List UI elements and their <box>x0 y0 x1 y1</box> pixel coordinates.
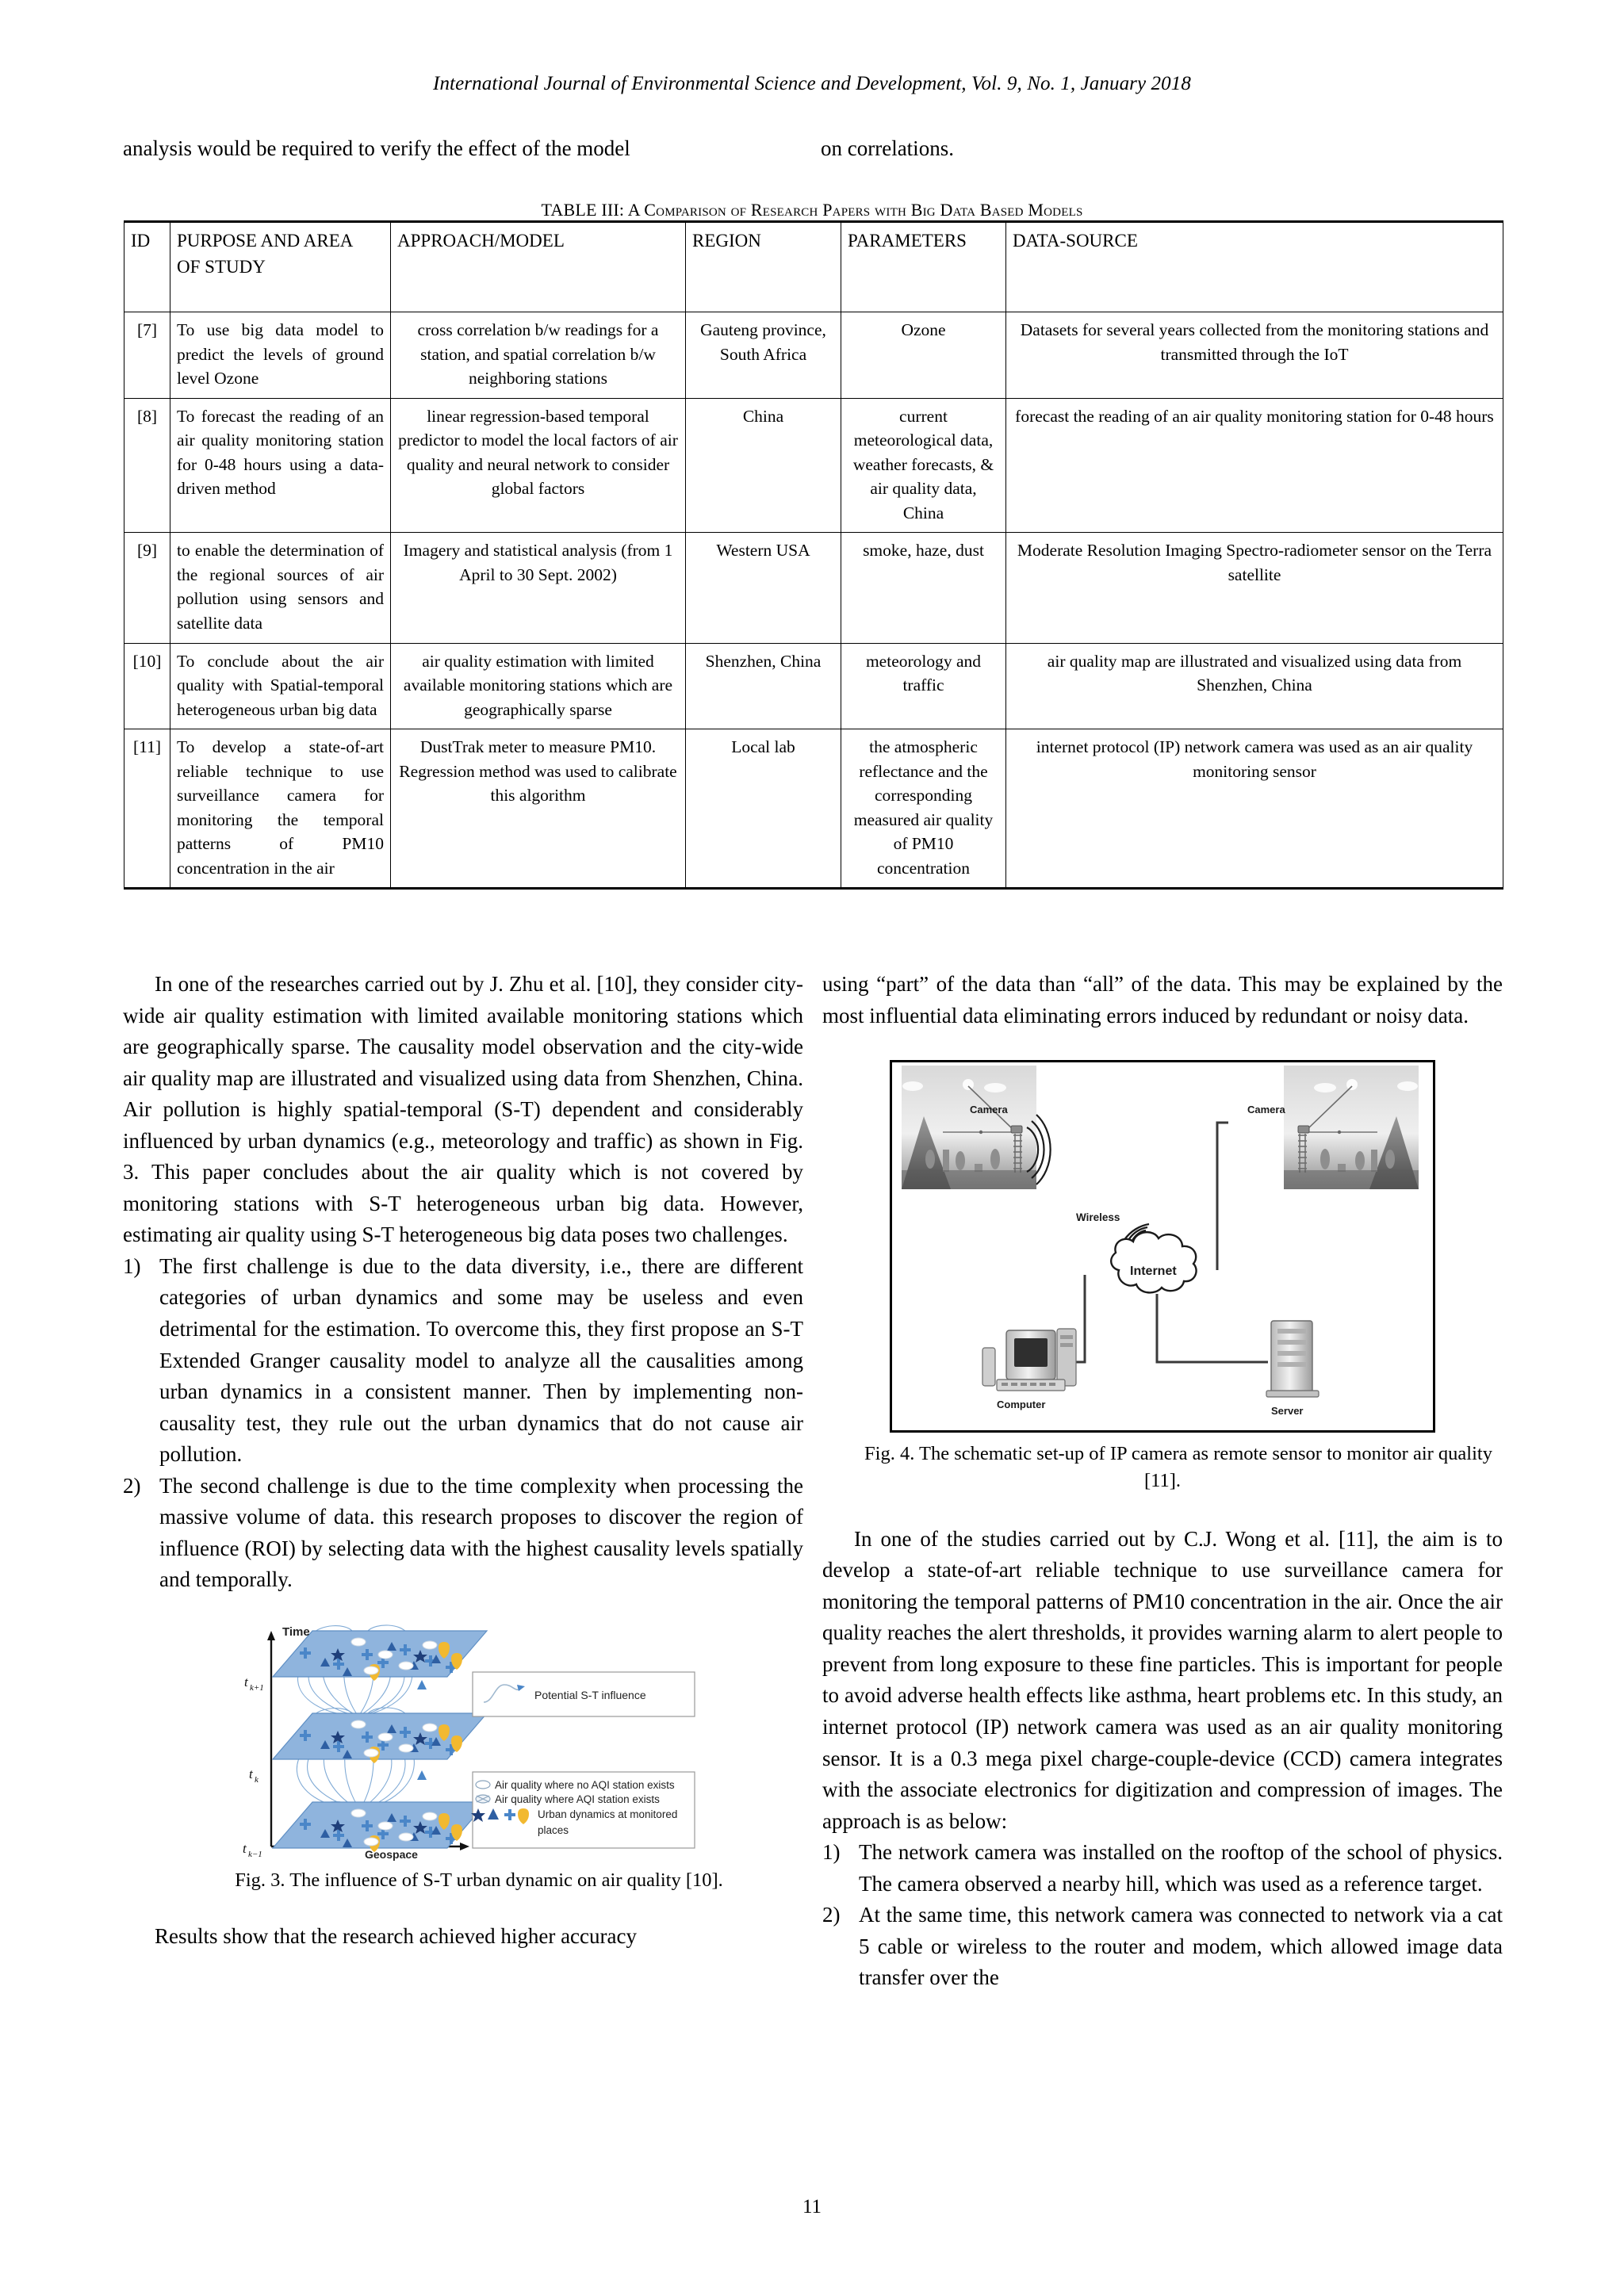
right-paragraph-2: In one of the studies carried out by C.J. Wong et al. [11], the aim is to develop a state-of-art reliable technique to use surveillance camera for monitoring the temporal patterns of PM10 concentration in the air. Once the air quality reaches the alert thresholds, it provides warning alarm to alert people to prevent from long exposure to these fine particles. This is important for people to avoid adverse health effects like asthma, heart problems etc. In this study, an internet protocol (IP) network camera was used as an air quality monitoring sensor. It is a 0.3 mega pixel charge-couple-device (CCD) camera integrates with the associate electronics for digitization and compression of images. The approach is as below: <box>822 1526 1503 1833</box>
col-header-region: REGION <box>686 222 841 312</box>
figure-3-tick-tk-1: t <box>243 1840 247 1856</box>
svg-text:k+1: k+1 <box>250 1682 264 1693</box>
cell-approach: cross correlation b/w readings for a station, and spatial correlation b/w neighboring stations <box>391 312 686 399</box>
cell-parameters: Ozone <box>841 312 1006 399</box>
cell-purpose: to enable the determination of the regional sources of air pollution using sensors and satellite data <box>170 533 391 643</box>
figure-4-label-camera-right: Camera <box>1247 1104 1285 1116</box>
cell-data-source: internet protocol (IP) network camera was used as an air quality monitoring sensor <box>1006 729 1503 889</box>
cell-id: [9] <box>124 533 170 643</box>
figure-4-caption: Fig. 4. The schematic set-up of IP camera as remote sensor to monitor air quality [11]. <box>864 1443 1492 1492</box>
figure-3-graphic <box>225 1623 701 1861</box>
table-header-row <box>124 222 1503 312</box>
body-column-right <box>822 969 1503 1994</box>
left-paragraph-1: In one of the researches carried out by J. Zhu et al. [10], they consider city-wide air quality estimation with limited available monitoring stations which are geographically sparse. The causality model observation and the city-wide air quality map are illustrated and visualized using data from Shenzhen, China. Air pollution is highly spatial-temporal (S-T) dependent and considerably influenced by urban dynamics (e.g., meteorology and traffic) as shown in Fig. 3. This paper concludes about the air quality which is not covered by monitoring stations with S-T heterogeneous urban big data. However, estimating air quality using S-T heterogeneous big data poses two challenges. <box>123 972 803 1247</box>
cell-data-source: forecast the reading of an air quality monitoring station for 0-48 hours <box>1006 398 1503 533</box>
cell-approach: DustTrak meter to measure PM10. Regression method was used to calibrate this algorithm <box>391 729 686 889</box>
figure-3-caption: Fig. 3. The influence of S-T urban dynamic on air quality [10]. <box>235 1869 723 1891</box>
right-paragraph-1: using “part” of the data than “all” of the data. This may be explained by the most influential data eliminating errors induced by redundant or noisy data. <box>822 972 1503 1027</box>
col-header-purpose-line2: OF STUDY <box>177 256 266 277</box>
col-header-purpose <box>170 222 391 312</box>
list-item <box>822 1837 1503 1900</box>
list-item-number: 2) <box>822 1903 841 1927</box>
cell-id: [11] <box>124 729 170 889</box>
list-item-number: 1) <box>822 1840 841 1865</box>
left-numbered-list <box>123 1251 803 1596</box>
cell-purpose: To use big data model to predict the levels of ground level Ozone <box>170 312 391 399</box>
list-item-number: 1) <box>123 1253 141 1278</box>
list-item-text: The first challenge is due to the data diversity, i.e., there are different categories of urban dynamics and some may be useless and even detrimental for the estimation. To overcome this, they first propose an S-T Extended Granger causality model to analyze all the causalities among urban dynamics in a consistent manner. Then by implementing non-causality test, they rule out the urban dynamics that do not cause air pollution. <box>159 1253 803 1467</box>
cell-parameters: smoke, haze, dust <box>841 533 1006 643</box>
cell-data-source: air quality map are illustrated and visualized using data from Shenzhen, China <box>1006 643 1503 729</box>
figure-3-legend-influence <box>473 1672 695 1716</box>
table-row <box>124 312 1503 399</box>
cell-approach: linear regression-based temporal predictor to model the local factors of air quality and neural network to consider global factors <box>391 398 686 533</box>
list-item-text: At the same time, this network camera was connected to network via a cat 5 cable or wireless to the router and modem, which allowed image data transfer over the <box>859 1903 1503 1990</box>
cell-id: [8] <box>124 398 170 533</box>
figure-4-label-server: Server <box>1271 1405 1304 1418</box>
internet-cloud-icon <box>1111 1232 1196 1292</box>
table-row <box>124 398 1503 533</box>
comparison-table <box>124 220 1503 890</box>
svg-text:k−1: k−1 <box>248 1849 262 1859</box>
figure-4-label-camera-left: Camera <box>970 1104 1008 1116</box>
col-header-id: ID <box>124 222 170 312</box>
cell-parameters: the atmospheric reflectance and the corresponding measured air quality of PM10 concentration <box>841 729 1006 889</box>
cell-data-source: Datasets for several years collected from the monitoring stations and transmitted through the IoT <box>1006 312 1503 399</box>
figure-4-left-camera-scene <box>902 1066 1036 1189</box>
table-row <box>124 533 1503 643</box>
figure-3-tick-tk1: t <box>244 1674 248 1689</box>
cell-purpose: To forecast the reading of an air quality monitoring station for 0-48 hours using a data-driven method <box>170 398 391 533</box>
cell-region: China <box>686 398 841 533</box>
svg-text:Urban dynamics at monitored: Urban dynamics at monitored <box>538 1808 678 1820</box>
table-caption: TABLE III: A Comparison of Research Papers with Big Data Based Models <box>541 200 1083 220</box>
intro-line <box>123 136 1503 161</box>
intro-fragment-right: on correlations. <box>821 136 954 160</box>
cell-region: Western USA <box>686 533 841 643</box>
figure-3 <box>225 1623 701 1861</box>
figure-3-time-axis-label: Time <box>282 1624 310 1639</box>
cell-parameters: meteorology and traffic <box>841 643 1006 729</box>
cell-purpose: To develop a state-of-art reliable technique to use surveillance camera for monitoring the temporal patterns of PM10 concentration in the air <box>170 729 391 889</box>
page-number: 11 <box>802 2196 822 2218</box>
table-head <box>124 222 1503 312</box>
svg-text:k: k <box>255 1774 259 1785</box>
svg-text:Potential S-T influence: Potential S-T influence <box>534 1688 646 1701</box>
server-icon <box>1266 1321 1319 1417</box>
svg-text:places: places <box>538 1823 569 1836</box>
cell-purpose: To conclude about the air quality with Spatial-temporal heterogeneous urban big data <box>170 643 391 729</box>
computer-icon <box>982 1329 1076 1410</box>
svg-text:Air quality where AQI station: Air quality where AQI station exists <box>495 1793 660 1805</box>
list-item <box>822 1900 1503 1994</box>
cell-parameters: current meteorological data, weather forecasts, & air quality data, China <box>841 398 1006 533</box>
list-item <box>123 1471 803 1596</box>
running-head: International Journal of Environmental Science and Development, Vol. 9, No. 1, January 2018 <box>433 73 1191 94</box>
figure-4 <box>890 1060 1435 1433</box>
cell-region: Gauteng province, South Africa <box>686 312 841 399</box>
cell-region: Shenzhen, China <box>686 643 841 729</box>
cell-id: [7] <box>124 312 170 399</box>
table-row <box>124 643 1503 729</box>
svg-text:Air quality where no AQI stati: Air quality where no AQI station exists <box>495 1778 675 1791</box>
figure-4-label-internet: Internet <box>1130 1265 1177 1279</box>
figure-3-legend-markers <box>471 1772 695 1848</box>
cell-id: [10] <box>124 643 170 729</box>
list-item-text: The second challenge is due to the time complexity when processing the massive volume of data. this research proposes to discover the region of influence (ROI) by selecting data with the highest causality levels spatially and temporally. <box>159 1473 803 1592</box>
list-item-number: 2) <box>123 1473 141 1498</box>
figure-4-label-computer: Computer <box>997 1399 1046 1411</box>
right-numbered-list <box>822 1837 1503 1994</box>
figure-4-graphic <box>892 1062 1433 1430</box>
body-column-left <box>123 969 803 1953</box>
list-item-text: The network camera was installed on the rooftop of the school of physics. The camera observed a nearby hill, which was used as a reference target. <box>859 1840 1503 1896</box>
col-header-parameters: PARAMETERS <box>841 222 1006 312</box>
cell-data-source: Moderate Resolution Imaging Spectro-radiometer sensor on the Terra satellite <box>1006 533 1503 643</box>
list-item <box>123 1251 803 1471</box>
cell-approach: air quality estimation with limited available monitoring stations which are geographically sparse <box>391 643 686 729</box>
intro-fragment-left: analysis would be required to verify the effect of the model <box>123 136 630 160</box>
figure-4-label-wireless: Wireless <box>1076 1211 1120 1224</box>
cell-region: Local lab <box>686 729 841 889</box>
table-body <box>124 312 1503 889</box>
col-header-purpose-line1: PURPOSE AND AREA <box>177 231 354 251</box>
col-header-approach: APPROACH/MODEL <box>391 222 686 312</box>
figure-3-tick-tk: t <box>249 1766 253 1781</box>
col-header-data-source: DATA-SOURCE <box>1006 222 1503 312</box>
figure-4-right-camera-scene <box>1284 1066 1419 1189</box>
figure-3-geospace-axis-label: Geospace <box>365 1847 418 1861</box>
table-row <box>124 729 1503 889</box>
left-paragraph-after-figure: Results show that the research achieved higher accuracy <box>155 1924 637 1949</box>
cell-approach: Imagery and statistical analysis (from 1 April to 30 Sept. 2002) <box>391 533 686 643</box>
